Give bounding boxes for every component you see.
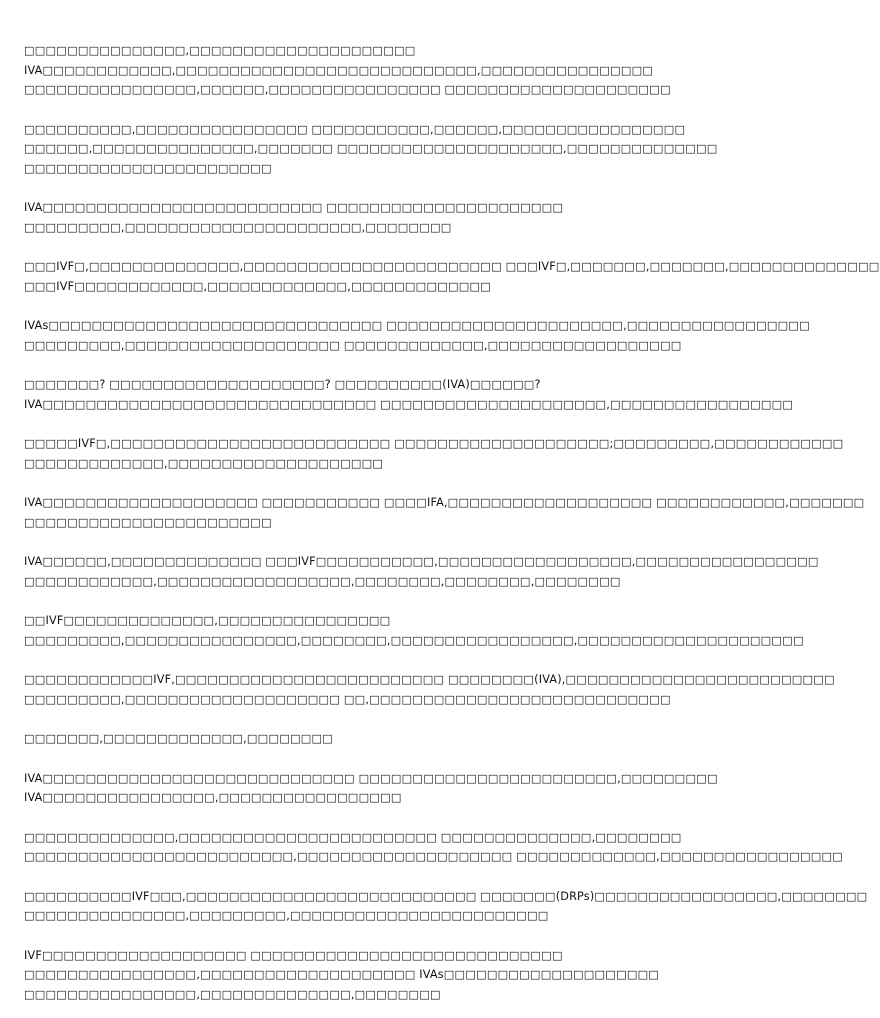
text-line: □□□□□□□□□□□□□□□□,□□□□□□□□□□□□□□□□□□□□ IVAs□□□□□□□□□□□□□□□□□□□□ bbox=[24, 968, 660, 981]
text-line: IVA□□□□□□,□□□□□□□□□□□□□□ □□□IVF□□□□□□□□□□□,□□□□□□□□□□□□□□□□□□,□□□□□□□□□□□□□□□□□ bbox=[24, 555, 819, 568]
text-line: □□□IVF□,□□□□□□□□□□□□□□,□□□□□□□□□□□□□□□□□□□□□□□□ □□□IVF□,□□□□□□□,□□□□□□□,□□□□□□□□□□□□□□ bbox=[24, 260, 880, 273]
text-line: □□□□□□□? □□□□□□□□□□□□□□□□□□□□? □□□□□□□□□□(IVA)□□□□□□? bbox=[24, 378, 541, 391]
text-line: □□□□□□□□□□□□□□□□□□□□□□□ bbox=[24, 161, 272, 175]
paragraph bbox=[24, 198, 702, 237]
text-line: □□□□□□□□□□□□□□□□□□□□□□□ bbox=[24, 515, 272, 529]
text-line: IVA□□□□□□□□□□□□□□□□□□□□□□□□□□□□□ □□□□□□□□□□□□□□□□□□□□□□□□,□□□□□□□□□ bbox=[24, 771, 718, 785]
paragraph bbox=[24, 828, 844, 867]
text-line: □□□□□□□□□□□□□□□□,□□□□□□,□□□□□□□□□□□□□□□□ □□□□□□□□□□□□□□□□□□□□□ bbox=[24, 83, 671, 96]
text-line: □□□□□□□□□□,□□□□□□□□□□□□□□□□ □□□□□□□□□□□,□□□□□□,□□□□□□□□□□□□□□□□□ bbox=[24, 122, 686, 136]
paragraph bbox=[24, 887, 868, 926]
text-line: IVA□□□□□□□□□□□□□□□□□□□□ □□□□□□□□□□□ □□□□IFA,□□□□□□□□□□□□□□□□□□□ □□□□□□□□□□□□,□□□□□□□ bbox=[24, 496, 865, 509]
paragraph bbox=[24, 552, 819, 591]
paragraph bbox=[24, 257, 880, 296]
text-line: □□□□□□□□□□□□□□□,□□□□□□□□□,□□□□□□□□□□□□□□□□□□□□□□□□ bbox=[24, 909, 549, 922]
paragraph bbox=[24, 316, 810, 355]
text-line: IVA□□□□□□□□□□□□□□□□□□□□□□□□□□ □□□□□□□□□□□□□□□□□□□□□□ bbox=[24, 201, 564, 214]
text-line: □□□IVF□□□□□□□□□□□□,□□□□□□□□□□□□□,□□□□□□□□□□□□□ bbox=[24, 279, 492, 293]
text-line: □□□□□□□□□,□□□□□□□□□□□□□□□□□□□□ □□,□□□□□□□□□□□□□□□□□□□□□□□□□□□□ bbox=[24, 692, 671, 706]
paragraph bbox=[24, 611, 804, 650]
text-line: □□□□□□,□□□□□□□□□□□□□□□,□□□□□□□ □□□□□□□□□□□□□□□□□□□□□,□□□□□□□□□□□□□□ bbox=[24, 142, 718, 155]
document-body bbox=[24, 41, 880, 1004]
paragraph bbox=[24, 375, 794, 414]
text-line: □□□□□□□□□,□□□□□□□□□□□□□□□□,□□□□□□□□,□□□□□□□□□□□□□□□□□,□□□□□□□□□□□□□□□□□□□□□ bbox=[24, 633, 804, 647]
paragraph bbox=[24, 434, 844, 473]
text-line: □□□□□□□□□□□□□,□□□□□□□□□□□□□□□□□□□□ bbox=[24, 456, 384, 470]
paragraph bbox=[24, 670, 835, 709]
text-line: □□□□□IVF□,□□□□□□□□□□□□□□□□□□□□□□□□□□ □□□□□□□□□□□□□□□□□□□□;□□□□□□□□□,□□□□□□□□□□□□ bbox=[24, 437, 844, 450]
paragraph bbox=[24, 729, 702, 749]
text-line: □□□□□□□□□,□□□□□□□□□□□□□□□□□□□□ □□□□□□□□□□□□□,□□□□□□□□□□□□□□□□□□ bbox=[24, 338, 682, 352]
text-line: IVF□□□□□□□□□□□□□□□□□□□ □□□□□□□□□□□□□□□□□□□□□□□□□□□□□ bbox=[24, 948, 563, 962]
text-line: □□□□□□□□□□□□□□□,□□□□□□□□□□□□□□□□□□□□□ bbox=[24, 44, 416, 57]
text-line: IVA□□□□□□□□□□□□,□□□□□□□□□□□□□□□□□□□□□□□□□□□□,□□□□□□□□□□□□□□□□ bbox=[24, 63, 654, 77]
text-line: IVAs□□□□□□□□□□□□□□□□□□□□□□□□□□□□□□□ □□□□□□□□□□□□□□□□□□□□□□,□□□□□□□□□□□□□□□□□ bbox=[24, 319, 810, 332]
text-line: □□□□□□□□□□□□□□□□□□□□□□□□□,□□□□□□□□□□□□□□□□□□□□ □□□□□□□□□□□□□,□□□□□□□□□□□□□□□□□ bbox=[24, 850, 844, 863]
text-line: □□□□□□□,□□□□□□□□□□□□□,□□□□□□□□ bbox=[24, 732, 334, 745]
paragraph bbox=[24, 769, 718, 808]
text-line: □□□□□□□□□□□□,□□□□□□□□□□□□□□□□□□,□□□□□□□□,□□□□□□□□,□□□□□□□□ bbox=[24, 574, 621, 588]
paragraph bbox=[24, 41, 702, 100]
text-line: □□□□□□□□□□□□□□,□□□□□□□□□□□□□□□□□□□□□□□□ □□□□□□□□□□□□□□,□□□□□□□□ bbox=[24, 830, 682, 844]
text-line: □□□□□□□□□,□□□□□□□□□□□□□□□□□□□□□□,□□□□□□□□ bbox=[24, 220, 452, 234]
text-line: IVA□□□□□□□□□□□□□□□□□□□□□□□□□□□□□□□ □□□□□□□□□□□□□□□□□□□□□,□□□□□□□□□□□□□□□□□ bbox=[24, 397, 794, 411]
text-line: □□IVF□□□□□□□□□□□□□□,□□□□□□□□□□□□□□□□ bbox=[24, 614, 391, 627]
text-line: □□□□□□□□□□IVF□□□,□□□□□□□□□□□□□□□□□□□□□□□□□□□ □□□□□□□(DRPs)□□□□□□□□□□□□□□□□□,□□□□□□□□ bbox=[24, 889, 868, 903]
text-line: □□□□□□□□□□□□□□□□,□□□□□□□□□□□□□□,□□□□□□□□ bbox=[24, 987, 441, 1001]
paragraph bbox=[24, 120, 718, 179]
text-line: IVA□□□□□□□□□□□□□□□□,□□□□□□□□□□□□□□□□□ bbox=[24, 791, 402, 804]
paragraph bbox=[24, 493, 865, 532]
paragraph bbox=[24, 946, 702, 1005]
text-line: □□□□□□□□□□□□IVF,□□□□□□□□□□□□□□□□□□□□□□□□□ □□□□□□□□(IVA),□□□□□□□□□□□□□□□□□□□□□□□□□ bbox=[24, 673, 835, 686]
